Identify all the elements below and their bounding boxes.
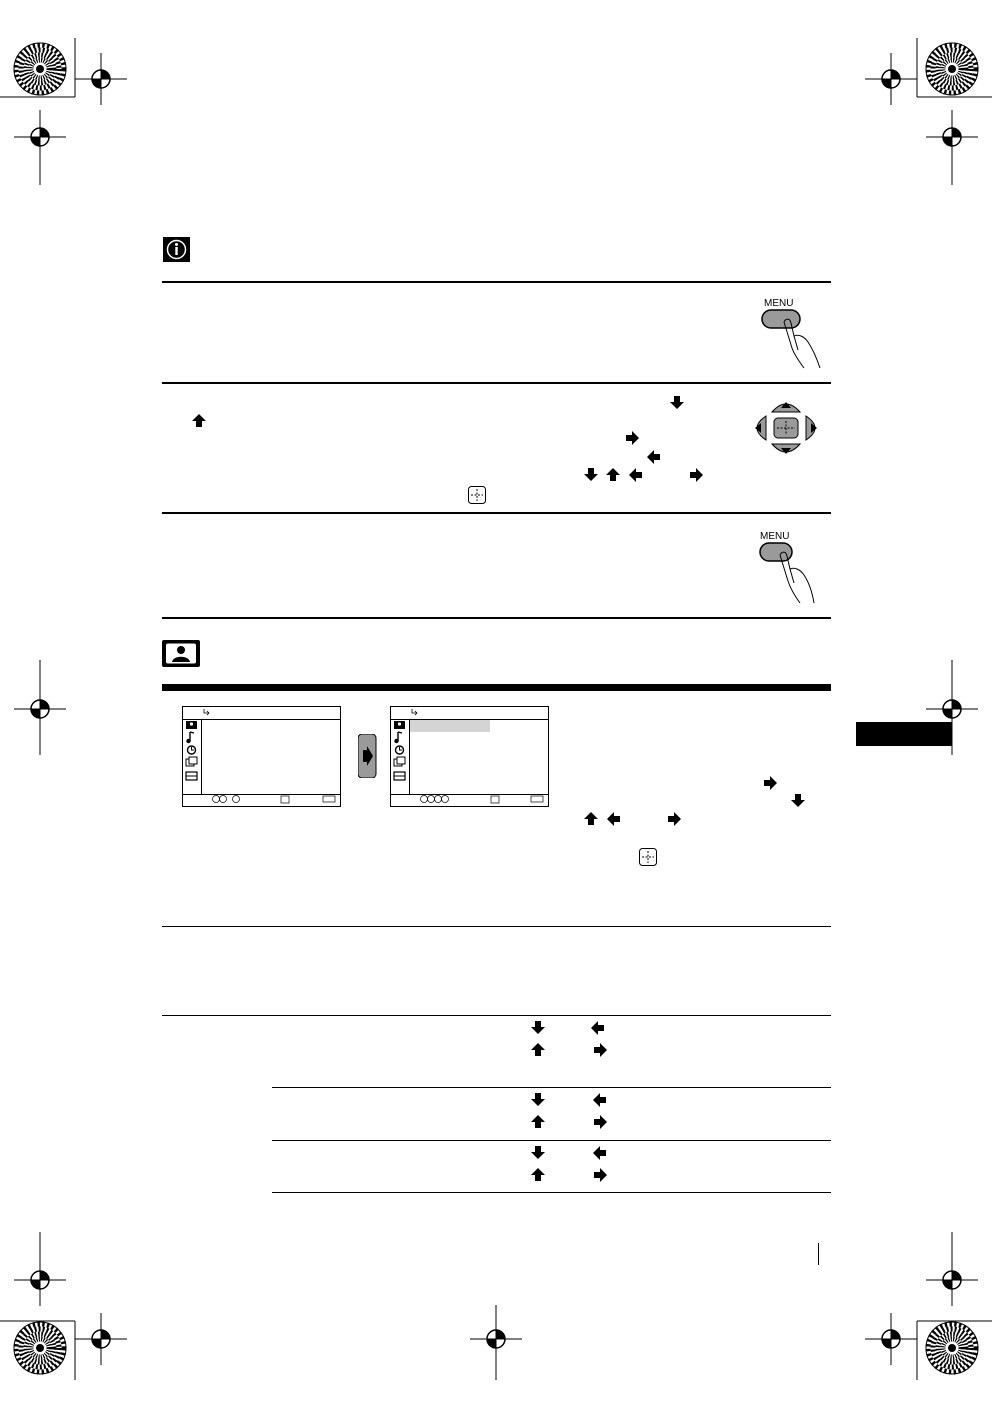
menu-screen-icons [390,706,549,807]
divider [162,382,831,384]
dpad-illustration [748,396,826,460]
arrow-down-icon [791,794,805,808]
page-number-mark [818,1243,819,1265]
arrow-right-icon [594,1043,608,1057]
arrow-down-icon [584,468,598,482]
menu-label: MENU [764,298,794,309]
arrow-right-icon [358,734,377,778]
arrow-up-icon [606,468,620,482]
arrow-left-icon [628,468,642,482]
table-rule [272,1192,831,1193]
arrow-left-icon [592,1093,606,1107]
menu-screen-icons [182,706,341,807]
arrow-down-icon [531,1021,545,1035]
arrow-right-icon [594,1168,608,1182]
arrow-down-icon [670,396,684,410]
ok-button-icon [639,848,657,866]
arrow-left-icon [590,1021,604,1035]
arrow-left-icon [646,450,660,464]
section-rule [162,684,831,691]
arrow-left-icon [592,1146,606,1160]
table-rule [272,1087,831,1088]
table-rule [162,926,831,927]
menu-button-illustration [752,292,827,370]
picture-icon [162,640,200,667]
info-icon [163,237,190,262]
table-rule [162,1015,831,1016]
divider [162,281,831,283]
arrow-right-icon [626,431,640,445]
arrow-down-icon [531,1093,545,1107]
arrow-up-icon [531,1115,545,1129]
arrow-right-icon [668,812,682,826]
menu-label: MENU [760,531,790,542]
arrow-up-icon [531,1043,545,1057]
arrow-right-icon [594,1115,608,1129]
arrow-right-icon [764,776,778,790]
arrow-right-icon [690,468,704,482]
section-tab [856,722,952,746]
arrow-left-icon [606,812,620,826]
arrow-down-icon [531,1146,545,1160]
color-wheel-icon [14,43,66,95]
color-wheel-icon [926,43,978,95]
menu-button-illustration [752,525,822,605]
divider [162,512,831,514]
color-wheel-icon [14,1322,66,1374]
arrow-up-icon [531,1168,545,1182]
arrow-up-icon [192,414,206,428]
table-rule [272,1140,831,1141]
color-wheel-icon [926,1322,978,1374]
arrow-up-icon [584,812,598,826]
ok-button-icon [468,486,486,504]
divider [162,617,831,619]
